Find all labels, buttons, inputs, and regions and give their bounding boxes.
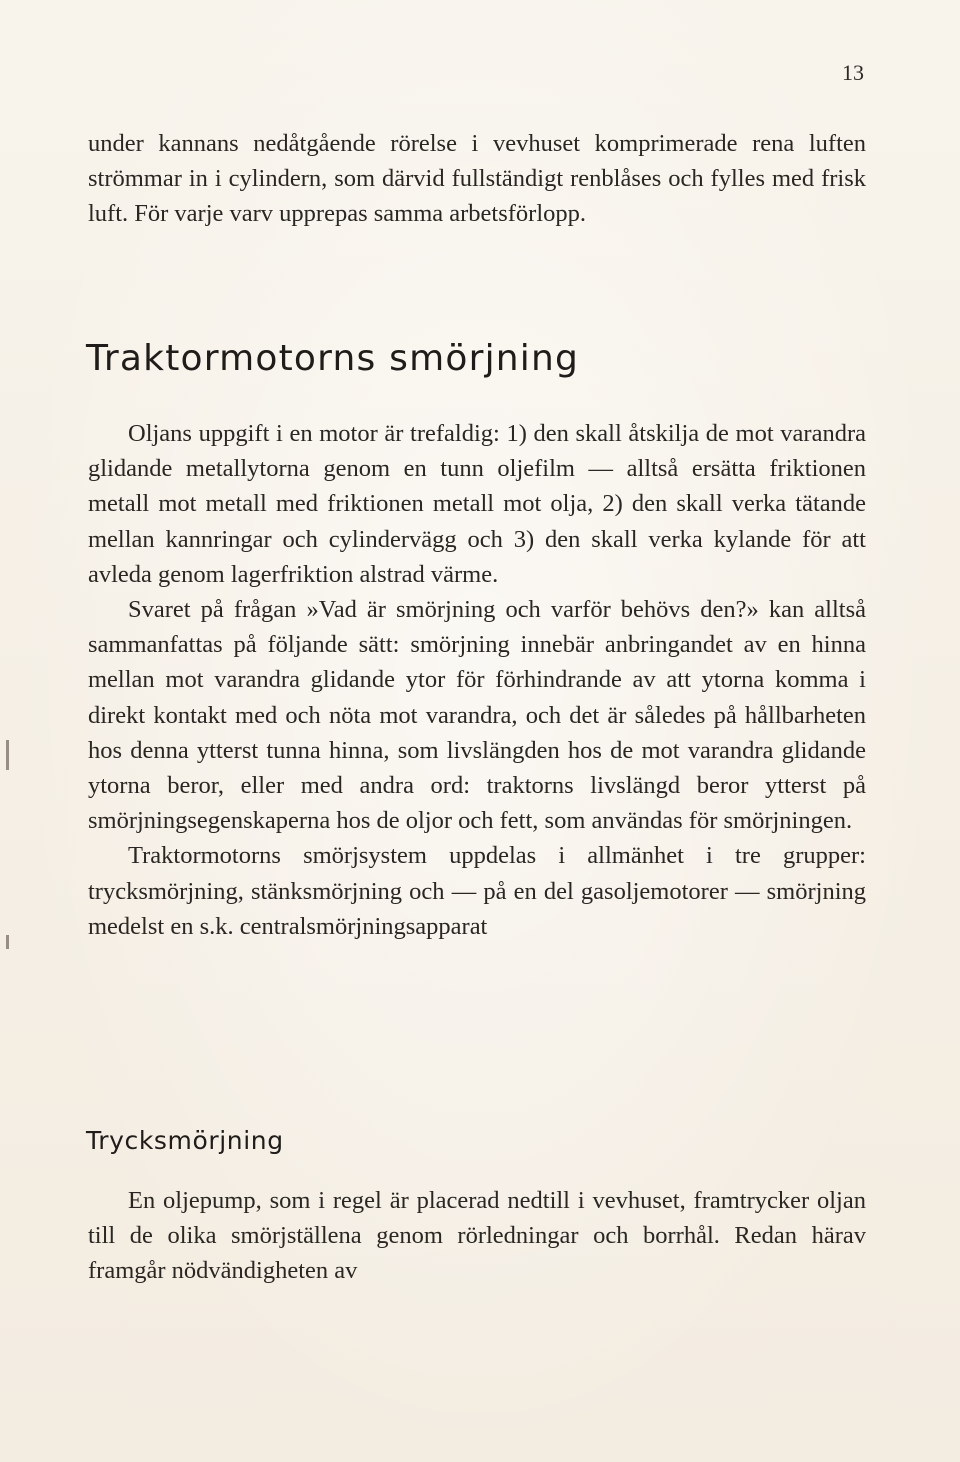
pressure-lubrication-paragraph: En oljepump, som i regel är placerad nedtill i vevhuset, framtrycker oljan till de olika smörjställena genom rörledningar och borrhål. Redan härav framgår nödvändigheten av	[88, 1187, 866, 1285]
section-heading-lubrication: Traktormotorns smörjning	[86, 338, 580, 379]
margin-mark	[6, 935, 9, 949]
pressure-lubrication-text-block	[88, 1183, 866, 1289]
page-number: 13	[842, 60, 864, 85]
margin-mark	[6, 740, 9, 770]
intro-text-block	[88, 126, 866, 232]
section-heading-pressure-lubrication: Trycksmörjning	[86, 1126, 284, 1155]
oil-function-paragraph: Oljans uppgift i en motor är trefaldig: 1) den skall åtskilja de mot varandra glidande metallytorna genom en tunn oljefilm — alltså ersätta friktionen metall mot metall med friktionen metall mot olja, 2) den skall verka tätande mellan kannringar och cylindervägg och 3) den skall verka kylande för att avleda genom lagerfriktion alstrad värme.	[88, 420, 866, 588]
lubrication-systems-paragraph: Traktormotorns smörjsystem uppdelas i allmänhet i tre grupper: trycksmörjning, stänksmörjning och — på en del gasoljemotorer — smörjning medelst en s.k. centralsmörjningsapparat	[88, 842, 866, 940]
lubrication-text-block	[88, 416, 866, 944]
lubrication-definition-paragraph: Svaret på frågan »Vad är smörjning och varför behövs den?» kan alltså sammanfattas på följande sätt: smörjning innebär anbringandet av en hinna mellan mot varandra glidande ytor för förhindrande av att ytorna komma i direkt kontakt med och nöta mot varandra, och det är således på hållbarheten hos denna ytterst tunna hinna, som livslängden hos de mot varandra glidande ytorna beror, eller med andra ord: traktorns livslängd beror ytterst på smörjningsegenskaperna hos de oljor och fett, som användas för smörjningen.	[88, 596, 866, 835]
intro-paragraph: under kannans nedåtgående rörelse i vevhuset komprimerade rena luften strömmar in i cylindern, som därvid fullständigt renblåses och fylles med frisk luft. För varje varv upprepas samma arbetsförlopp.	[88, 130, 866, 228]
